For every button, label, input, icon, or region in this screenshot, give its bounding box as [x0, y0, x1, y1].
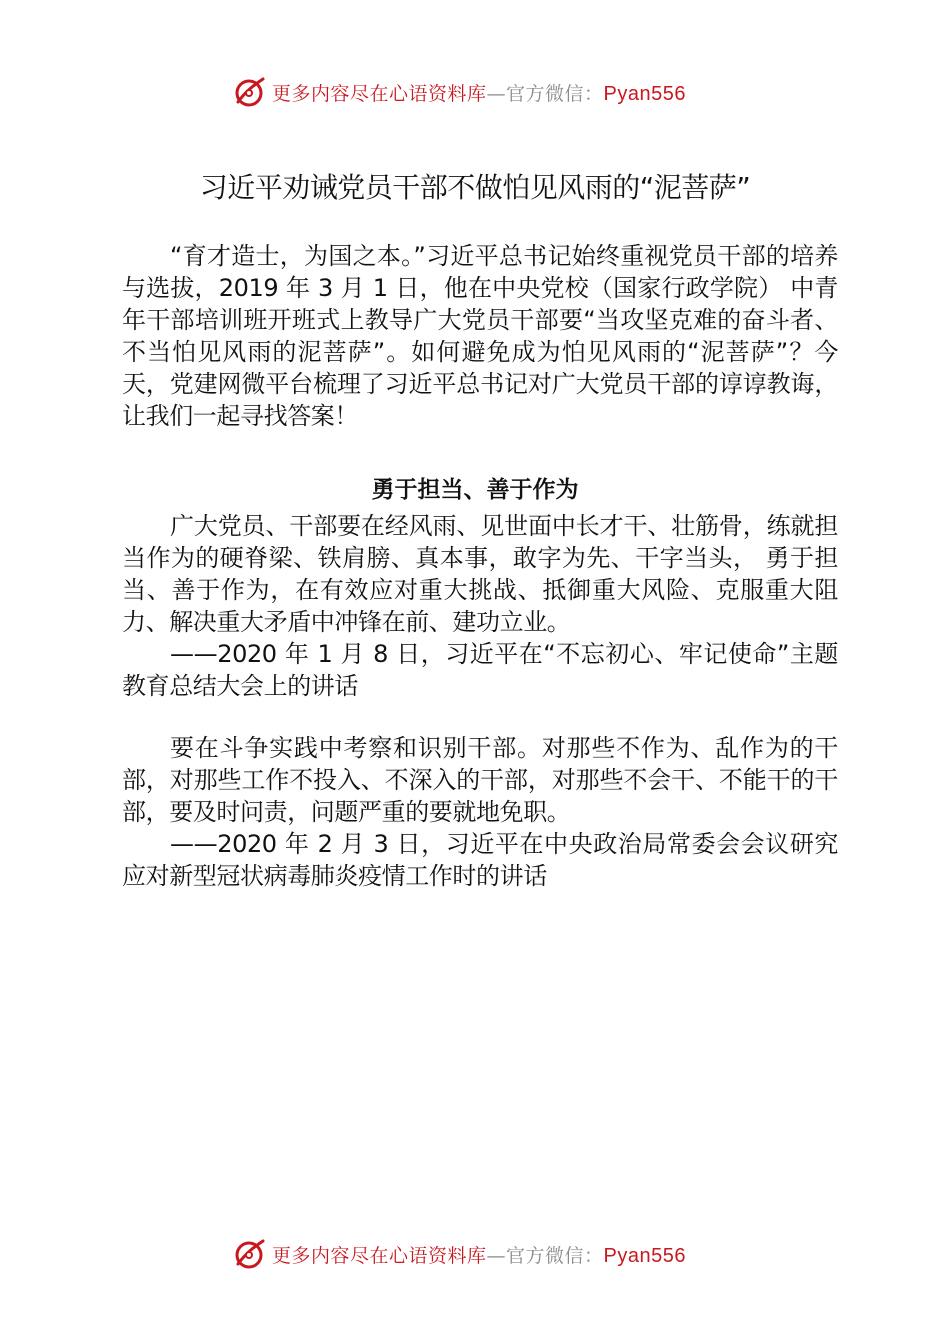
footer-banner-text: [272, 1241, 686, 1268]
article-title: 习近平劝诫党员干部不做怕见风雨的“泥菩萨”: [199, 171, 751, 204]
footer-banner: [232, 1234, 732, 1274]
brand-logo-icon: [232, 75, 266, 109]
intro-paragraph: “育才造士，为国之本。”习近平总书记始终重视党员干部的培养与选拔，2019 年 3 月 1 日，他在中央党校（国家行政学院） 中青年干部培训班开班式上教导广大党员干部要“当攻坚克难的奋斗者、不当怕见风雨的泥菩萨”。如何避免成为怕见风雨的“泥菩萨”？今天，党建网微平台梳理了习近平总书记对广大党员干部的谆谆教诲，让我们一起寻找答案！: [122, 242, 838, 430]
footer-banner-main: 更多内容尽在心语资料库: [272, 1244, 487, 1267]
quote-source-1: ——2020 年 1 月 8 日，习近平在“不忘初心、牢记使命”主题教育总结大会上的讲话: [122, 640, 838, 700]
header-banner: [232, 72, 732, 112]
footer-banner-id: Pyan556: [603, 1244, 686, 1267]
header-banner-id: Pyan556: [603, 82, 686, 105]
header-banner-text: [272, 79, 686, 106]
header-banner-separator: —: [486, 82, 507, 105]
brand-logo-icon: [232, 1237, 266, 1271]
quote-paragraph-1: 广大党员、干部要在经风雨、见世面中长才干、壮筋骨，练就担当作为的硬脊梁、铁肩膀、真本事，敢字为先、干字当头， 勇于担当、善于作为，在有效应对重大挑战、抵御重大风险、克服重大阻力、解决重大矛盾中冲锋在前、建功立业。: [122, 512, 838, 636]
footer-banner-separator: —: [486, 1244, 507, 1267]
header-banner-main: 更多内容尽在心语资料库: [272, 82, 487, 105]
section-heading: 勇于担当、善于作为: [371, 477, 579, 503]
footer-banner-label: 官方微信：: [506, 1244, 604, 1267]
quote-source-2: ——2020 年 2 月 3 日，习近平在中央政治局常委会会议研究应对新型冠状病毒肺炎疫情工作时的讲话: [122, 830, 838, 890]
header-banner-label: 官方微信：: [506, 82, 604, 105]
quote-paragraph-2: 要在斗争实践中考察和识别干部。对那些不作为、乱作为的干部，对那些工作不投入、不深入的干部，对那些不会干、不能干的干部，要及时问责，问题严重的要就地免职。: [122, 734, 838, 826]
